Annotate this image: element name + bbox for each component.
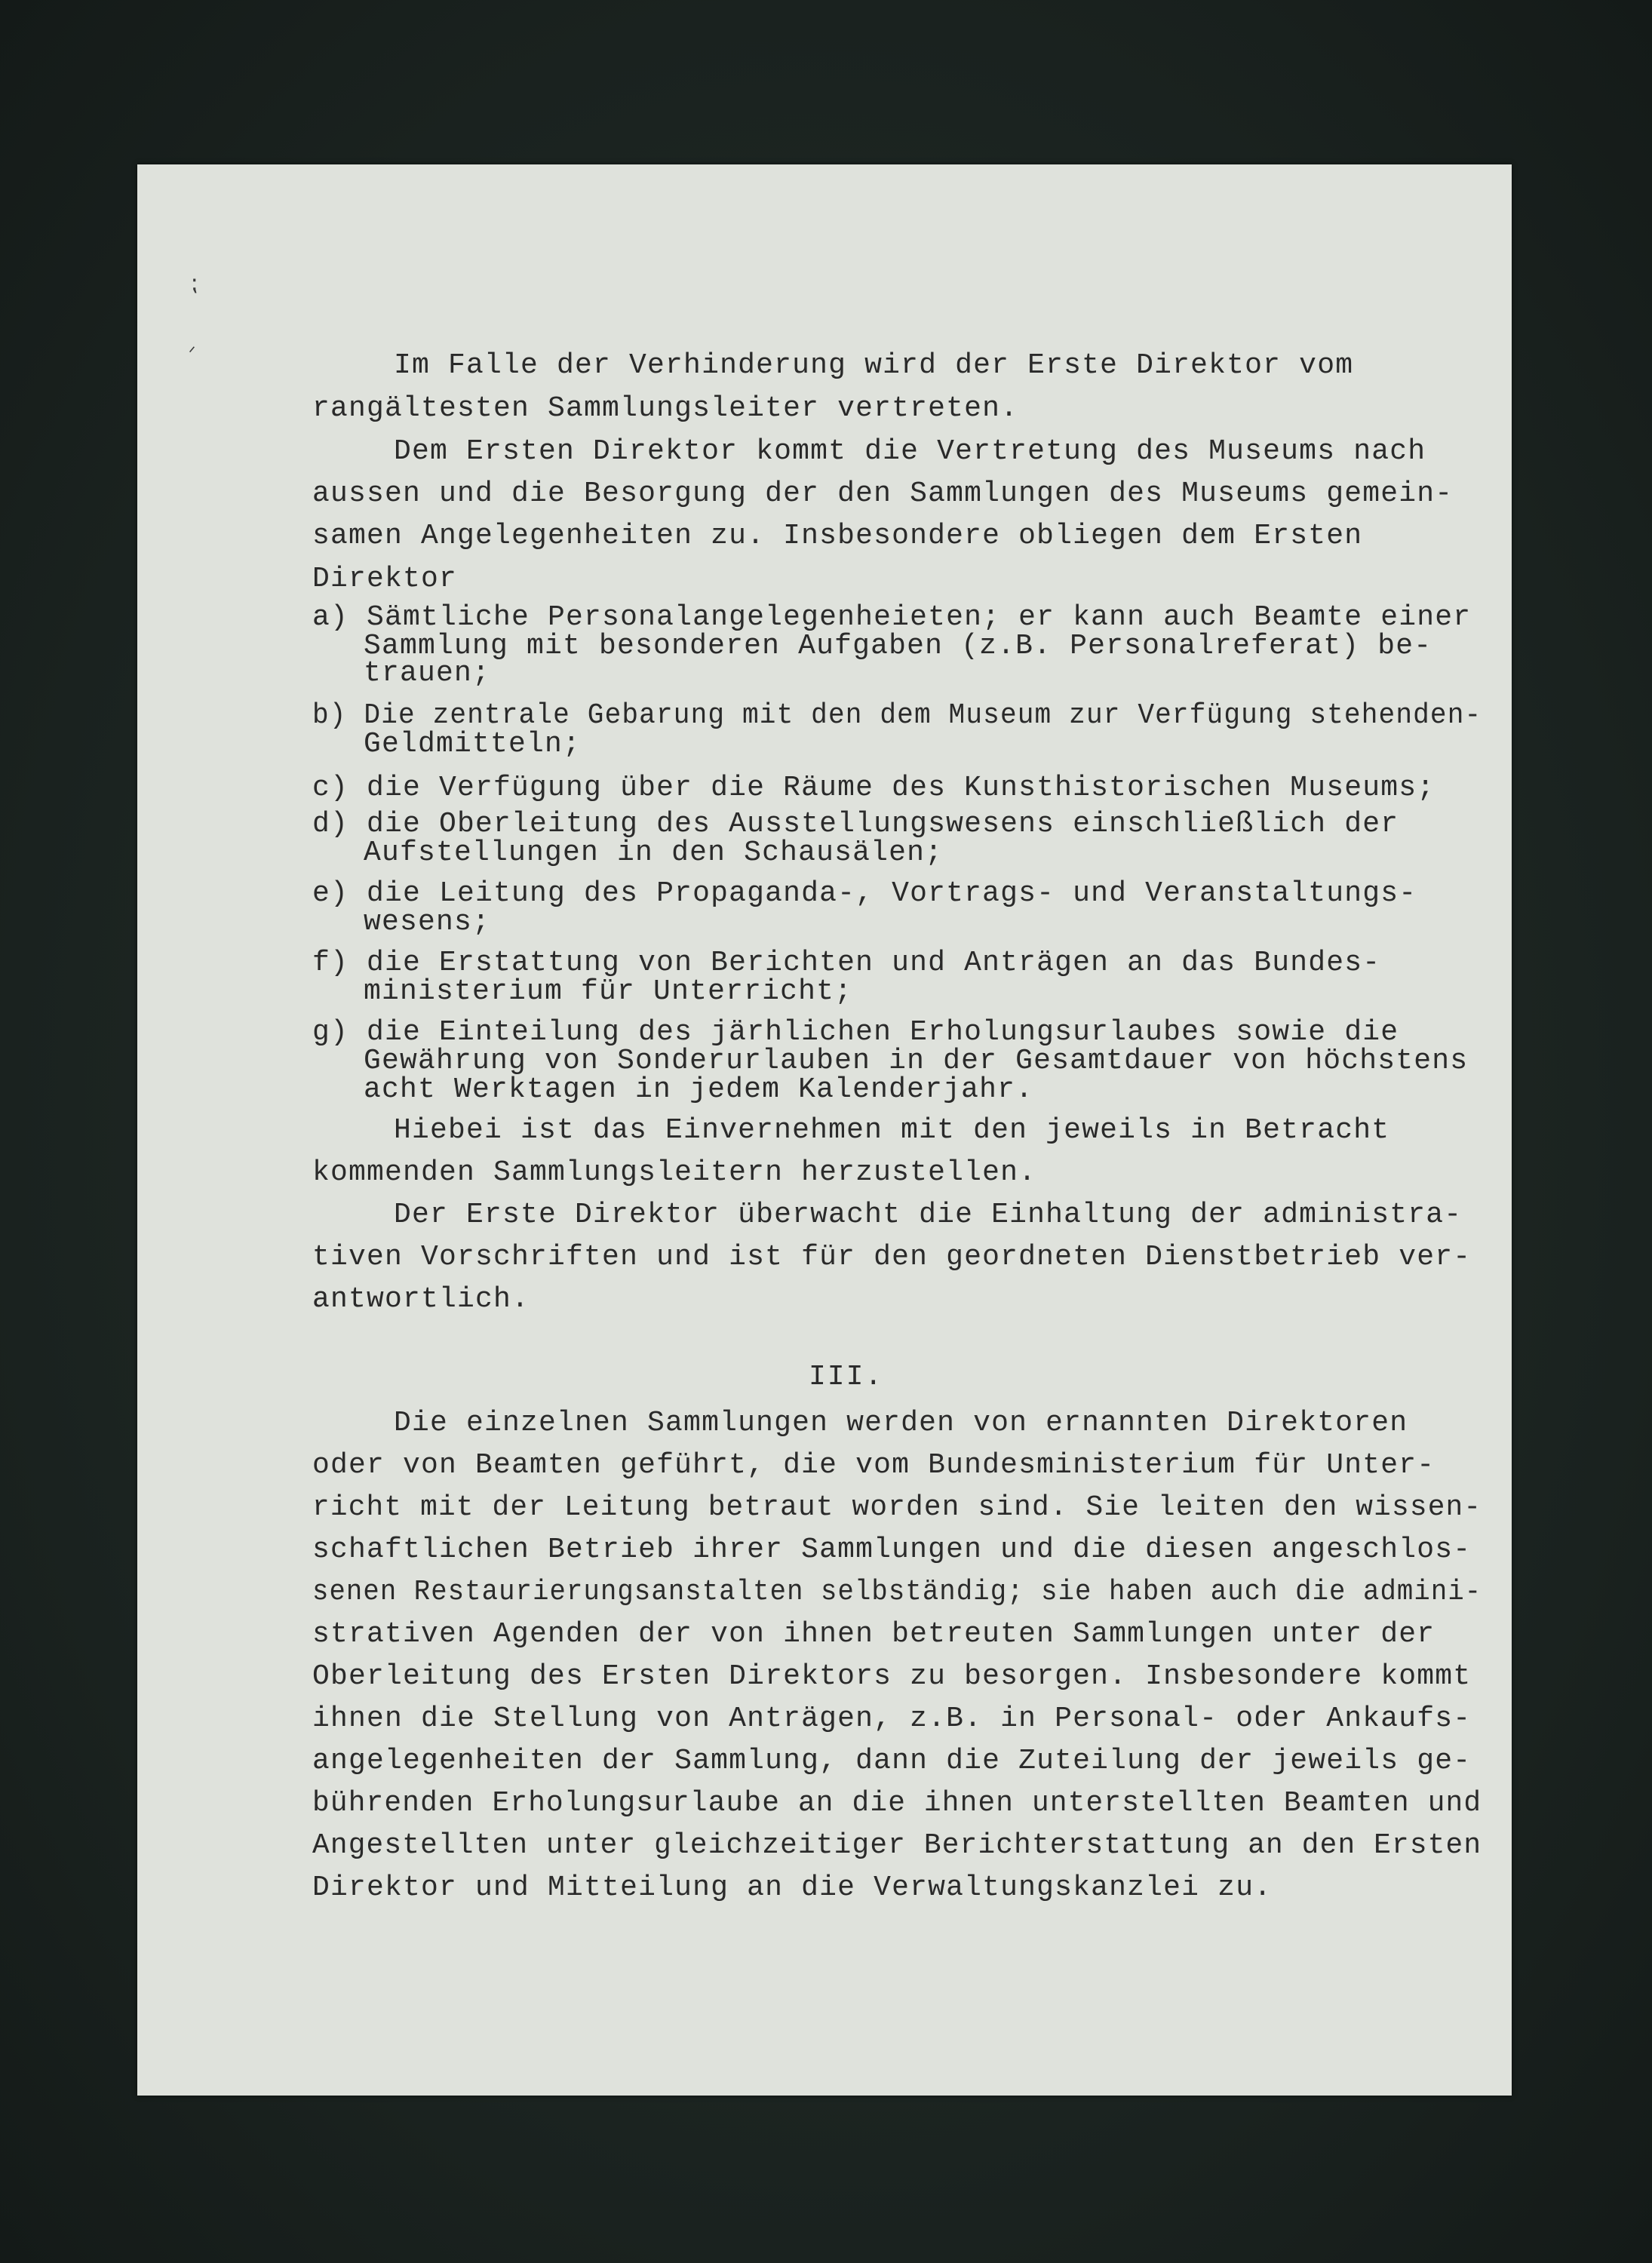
line-tiven: tiven Vorschriften und ist für den geordneten Dienstbetrieb ver- [312,1241,1472,1273]
list-item-f-line1: f) die Erstattung von Berichten und Anträgen an das Bundes- [312,947,1381,979]
list-item-f-line2: ministerium für Unterricht; [364,975,853,1008]
list-item-c: c) die Verfügung über die Räume des Kunsthistorischen Museums; [312,772,1436,804]
list-item-a-line2: Sammlung mit besonderen Aufgaben (z.B. Personalreferat) be- [364,630,1432,662]
list-item-d-line2: Aufstellungen in den Schausälen; [364,837,944,869]
para3-line08: ihnen die Stellung von Anträgen, z.B. in Personal- oder Ankaufs- [312,1703,1472,1735]
line-der-erste: Der Erste Direktor überwacht die Einhaltung der administra- [394,1199,1463,1231]
line-kommenden: kommenden Sammlungsleitern herzustellen. [312,1156,1037,1189]
para3-line02: oder von Beamten geführt, die vom Bundesministerium für Unter- [312,1449,1436,1482]
line-04: aussen und die Besorgung der den Sammlungen des Museums gemein- [312,477,1454,510]
list-item-g-line3: acht Werktagen in jedem Kalenderjahr. [364,1073,1034,1106]
line-antwortlich: antwortlich. [312,1283,530,1316]
list-item-b-line2: Geldmitteln; [364,728,582,760]
margin-mark-top: ⁏ [190,272,198,298]
para3-line10: bührenden Erholungsurlaube an die ihnen unterstellten Beamten und [312,1787,1482,1819]
line-06: Direktor [312,563,458,595]
para3-line01: Die einzelnen Sammlungen werden von ernannten Direktoren [394,1407,1408,1439]
line-02: rangältesten Sammlungsleiter vertreten. [312,392,1019,425]
line-05: samen Angelegenheiten zu. Insbesondere obliegen dem Ersten [312,520,1363,552]
para3-line09: angelegenheiten der Sammlung, dann die Zuteilung der jeweils ge- [312,1745,1472,1777]
para3-line12: Direktor und Mitteilung an die Verwaltungskanzlei zu. [312,1872,1273,1904]
list-item-e-line1: e) die Leitung des Propaganda-, Vortrags- und Veranstaltungs- [312,877,1417,910]
para3-line05: senen Restaurierungsanstalten selbständig; sie haben auch die admini- [312,1576,1482,1608]
para3-line07: Oberleitung des Ersten Direktors zu besorgen. Insbesondere kommt [312,1660,1472,1693]
list-item-d-line1: d) die Oberleitung des Ausstellungswesens einschließlich der [312,808,1399,840]
list-item-g-line1: g) die Einteilung des järhlichen Erholungsurlaubes sowie die [312,1016,1399,1049]
para3-line06: strativen Agenden der von ihnen betreuten Sammlungen unter der [312,1618,1436,1650]
typed-page [137,164,1512,2096]
para3-line04: schaftlichen Betrieb ihrer Sammlungen und die diesen angeschlos- [312,1534,1472,1566]
list-item-g-line2: Gewährung von Sonderurlauben in der Gesamtdauer von höchstens [364,1045,1469,1077]
list-item-e-line2: wesens; [364,906,491,938]
list-item-b-line1: b) Die zentrale Gebarung mit den dem Museum zur Verfügung stehenden- [312,699,1482,732]
line-hiebei: Hiebei ist das Einvernehmen mit den jeweils in Betracht [394,1114,1390,1147]
list-item-a-line3: trauen; [364,657,491,689]
line-01: Im Falle der Verhinderung wird der Erste Direktor vom [394,349,1354,382]
margin-mark-bottom: ᐟ [189,345,196,364]
list-item-a-line1: a) Sämtliche Personalangelegenheieten; er kann auch Beamte einer [312,601,1472,634]
section-heading-iii: III. [809,1361,884,1393]
line-03: Dem Ersten Direktor kommt die Vertretung des Museums nach [394,435,1426,468]
para3-line03: richt mit der Leitung betraut worden sind. Sie leiten den wissen- [312,1491,1482,1524]
para3-line11: Angestellten unter gleichzeitiger Berichterstattung an den Ersten [312,1829,1482,1862]
